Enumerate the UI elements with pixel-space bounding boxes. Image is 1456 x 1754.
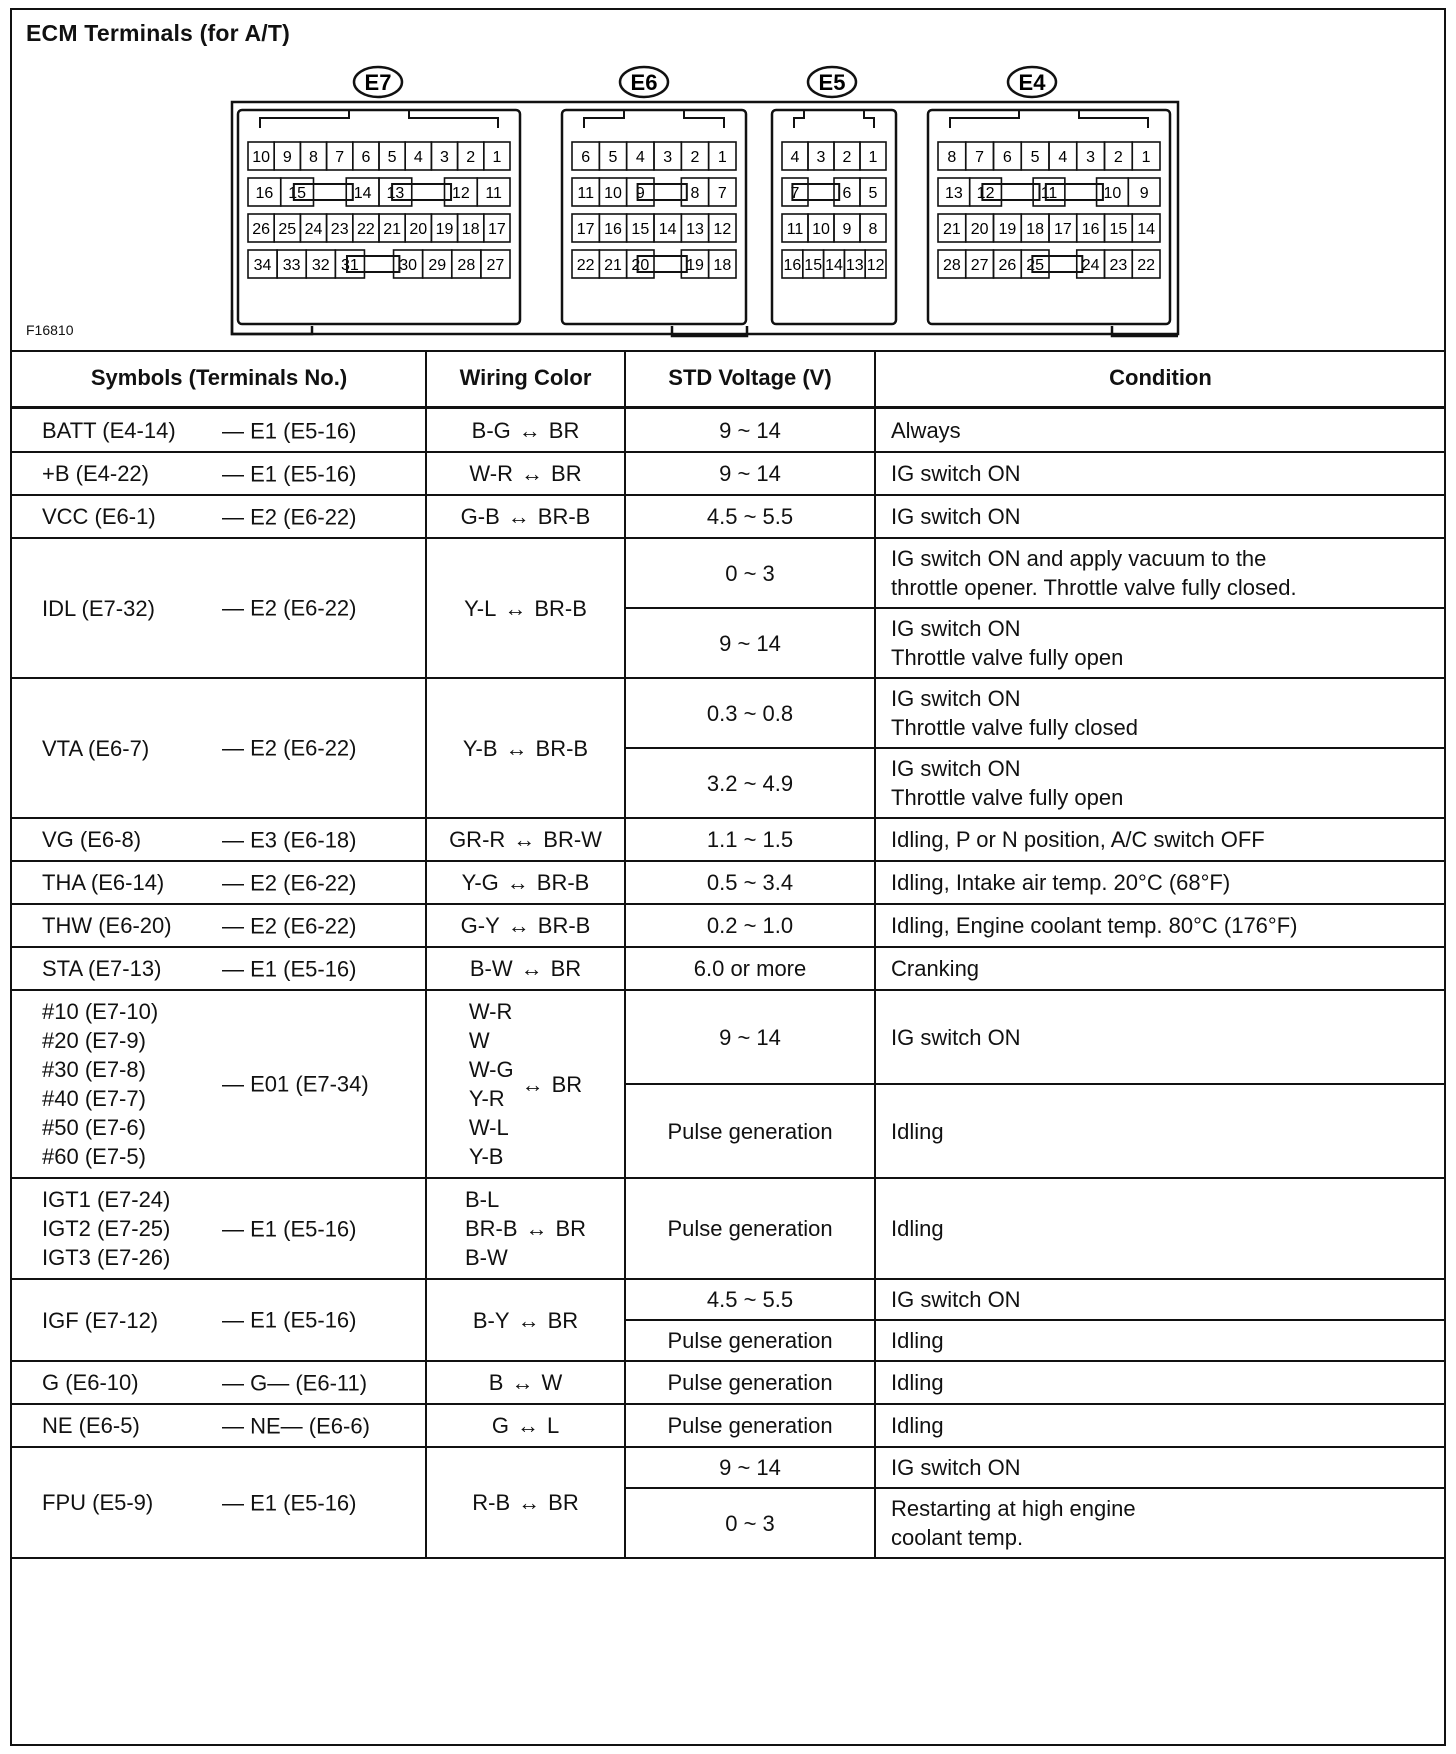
terminal-name: BATT (E4-14) (42, 418, 176, 443)
terminal-name: IGT3 (E7-26) (42, 1245, 171, 1270)
pin-number: 12 (713, 221, 732, 238)
pin-number: 13 (386, 185, 405, 202)
pin-number: 9 (1139, 185, 1149, 202)
pin-number: 18 (461, 221, 480, 238)
connector-key (950, 110, 1148, 128)
connector-e4-label: E4 (1018, 70, 1046, 95)
condition-text: IG switch ON Throttle valve fully closed (891, 686, 1138, 740)
pin-number: 13 (944, 185, 963, 202)
wire-color: B-W (464, 1245, 508, 1270)
ground-terminal: — E1 (E5-16) (222, 461, 357, 486)
ground-terminal: — E01 (E7-34) (222, 1071, 369, 1097)
pin-number: 15 (1109, 221, 1128, 238)
terminal-name: #60 (E7-5) (42, 1144, 146, 1169)
pin-number: 4 (413, 149, 423, 166)
bidirectional-arrow-icon: ↔ (507, 913, 530, 938)
pin-number: 13 (845, 257, 864, 274)
terminal-symbols (12, 409, 426, 452)
std-voltage: 0 ~ 3 (725, 560, 775, 586)
bidirectional-arrow-icon: ↔ (520, 956, 543, 981)
condition-text: IG switch ON (891, 1455, 1021, 1480)
std-voltage: 3.2 ~ 4.9 (706, 770, 794, 796)
wiring-color (426, 990, 625, 1178)
bidirectional-arrow-icon: ↔ (518, 418, 541, 443)
terminal-name: IGF (E7-12) (42, 1307, 159, 1333)
bidirectional-arrow-icon: ↔ (516, 1413, 539, 1438)
connector-e5-label: E5 (818, 70, 846, 95)
pin-number: 1 (1141, 149, 1151, 166)
bidirectional-arrow-icon: ↔ (507, 504, 530, 529)
wire-color: B-G (471, 418, 511, 443)
wiring-color (426, 1447, 625, 1558)
std-voltage: Pulse generation (667, 1328, 833, 1353)
pin-number: 6 (1002, 149, 1012, 166)
std-voltage: 0.2 ~ 1.0 (706, 913, 794, 938)
pin-number: 16 (604, 221, 622, 238)
pin-number: 4 (635, 149, 645, 166)
terminal-symbols (12, 1279, 426, 1361)
ground-wire-color: BR-B (536, 870, 590, 895)
pin-number: 26 (998, 257, 1017, 274)
terminal-name: THW (E6-20) (42, 913, 172, 938)
ground-wire-color: BR-B (537, 913, 591, 938)
std-voltage: Pulse generation (667, 1370, 833, 1395)
column-header: Wiring Color (459, 365, 592, 390)
wire-color: B (488, 1370, 504, 1395)
pin-number: 5 (1030, 149, 1040, 166)
wire-color: W-R (469, 461, 514, 486)
pin-number: 29 (428, 257, 447, 274)
condition-text: Idling, Engine coolant temp. 80°C (176°F) (891, 913, 1298, 938)
pin-number: 25 (1026, 257, 1045, 274)
std-voltage: 1.1 ~ 1.5 (706, 827, 794, 852)
wire-color: G-B (460, 504, 500, 529)
pin-number: 17 (576, 221, 595, 238)
connector-housing (232, 102, 1178, 334)
wiring-color (426, 1361, 625, 1404)
condition-text: Cranking (891, 956, 980, 981)
ground-wire-color: BR (551, 1071, 583, 1097)
pin-number: 33 (282, 257, 301, 274)
wire-color: Y-G (461, 870, 499, 895)
pin-number: 24 (304, 221, 323, 238)
std-voltage: 4.5 ~ 5.5 (706, 504, 794, 529)
ground-terminal: — E2 (E6-22) (222, 870, 357, 895)
ground-terminal: — E2 (E6-22) (222, 913, 357, 938)
wire-color: B-L (464, 1187, 500, 1212)
pin-number: 5 (387, 149, 397, 166)
terminal-symbols (12, 678, 426, 818)
wiring-color (426, 1178, 625, 1279)
ground-terminal: — NE— (E6-6) (222, 1413, 370, 1438)
column-header: STD Voltage (V) (668, 365, 832, 390)
wiring-color (426, 409, 625, 452)
pin-number: 34 (253, 257, 272, 274)
ground-wire-color: BR (548, 418, 580, 443)
pin-number: 11 (786, 221, 804, 238)
bidirectional-arrow-icon: ↔ (521, 1071, 544, 1097)
condition-text: Idling (891, 1118, 944, 1144)
std-voltage: Pulse generation (667, 1413, 833, 1438)
pin-number: 15 (288, 185, 307, 202)
terminal-name: NE (E6-5) (42, 1413, 140, 1438)
wire-color: B-Y (472, 1307, 510, 1333)
pin-number: 5 (868, 185, 878, 202)
connector-key (794, 110, 874, 128)
pin-number: 21 (383, 221, 401, 238)
wire-color: BR-B (464, 1216, 518, 1241)
pin-number: 11 (577, 185, 594, 202)
ground-wire-color: BR-B (537, 504, 591, 529)
pin-number: 10 (1103, 185, 1122, 202)
ground-terminal: — E1 (E5-16) (222, 1216, 357, 1241)
std-voltage: 4.5 ~ 5.5 (706, 1287, 794, 1312)
terminal-name: #40 (E7-7) (42, 1086, 146, 1111)
pin-number: 21 (942, 221, 961, 238)
pin-number: 2 (842, 149, 852, 166)
pin-number: 19 (435, 221, 454, 238)
bidirectional-arrow-icon: ↔ (504, 595, 527, 621)
pin-number: 16 (1081, 221, 1100, 238)
pin-number: 10 (812, 221, 830, 238)
pin-number: 20 (631, 257, 650, 274)
ground-wire-color: BR-B (535, 735, 589, 761)
pin-number: 2 (466, 149, 476, 166)
pin-number: 2 (1113, 149, 1123, 166)
ground-wire-color: BR (550, 956, 582, 981)
wire-color: G (491, 1413, 509, 1438)
bidirectional-arrow-icon: ↔ (506, 870, 529, 895)
figure-id: F16810 (26, 322, 74, 338)
ground-terminal: — E1 (E5-16) (222, 956, 357, 981)
connector-e6-label: E6 (630, 70, 658, 95)
condition-text: Restarting at high engine coolant temp. (891, 1496, 1136, 1550)
terminal-name: IDL (E7-32) (42, 595, 155, 621)
connector-blank-slot (635, 184, 687, 202)
ground-terminal: — E3 (E6-18) (222, 827, 357, 852)
terminal-name: VTA (E6-7) (42, 735, 150, 761)
connector-e7-label: E7 (364, 70, 392, 95)
pin-number: 16 (783, 257, 802, 274)
ground-wire-color: BR (548, 1490, 579, 1515)
pin-number: 23 (1109, 257, 1128, 274)
ground-terminal: — E1 (E5-16) (222, 1307, 357, 1333)
pin-number: 23 (330, 221, 349, 238)
pin-number: 18 (713, 257, 732, 274)
connector-diagram (12, 10, 1448, 350)
condition-text: IG switch ON Throttle valve fully open (891, 756, 1124, 810)
pin-number: 1 (492, 149, 502, 166)
pin-number: 24 (1081, 257, 1100, 274)
table-rule (874, 350, 876, 1558)
pin-number: 32 (311, 257, 330, 274)
pin-number: 3 (440, 149, 449, 166)
wire-color: Y-B (468, 1144, 504, 1169)
pin-number: 26 (252, 221, 270, 238)
ground-terminal: — E2 (E6-22) (222, 595, 357, 621)
wiring-color (426, 1279, 625, 1361)
pin-number: 6 (581, 149, 591, 166)
terminal-name: +B (E4-22) (42, 461, 149, 486)
table-rule (12, 1557, 1446, 1559)
terminal-name: VCC (E6-1) (42, 504, 156, 529)
std-voltage: 9 ~ 14 (719, 461, 781, 486)
std-voltage: 9 ~ 14 (719, 418, 781, 443)
column-header: Condition (1109, 365, 1212, 390)
ground-wire-color: W (541, 1370, 563, 1395)
wire-color: Y-B (462, 735, 498, 761)
pin-number: 22 (576, 257, 595, 274)
pin-number: 8 (309, 149, 318, 166)
pin-number: 20 (970, 221, 989, 238)
table-rule (624, 350, 626, 1558)
pin-number: 2 (690, 149, 700, 166)
wire-color: Y-R (468, 1086, 505, 1111)
terminal-symbols (12, 452, 426, 495)
pin-number: 12 (866, 257, 885, 274)
pin-number: 7 (335, 149, 345, 166)
pin-number: 22 (357, 221, 375, 238)
terminal-symbols (12, 990, 426, 1178)
page-title: ECM Terminals (for A/T) (26, 20, 291, 46)
pin-number: 27 (970, 257, 989, 274)
connector-key (584, 110, 724, 128)
condition-text: IG switch ON Throttle valve fully open (891, 616, 1124, 670)
pin-number: 1 (717, 149, 727, 166)
pin-number: 4 (790, 149, 800, 166)
condition-text: Idling (891, 1413, 944, 1438)
bidirectional-arrow-icon: ↔ (517, 1307, 540, 1333)
terminal-symbols (12, 818, 426, 861)
pin-number: 13 (686, 221, 704, 238)
terminal-name: FPU (E5-9) (42, 1490, 154, 1515)
ground-terminal: — E2 (E6-22) (222, 735, 357, 761)
ground-wire-color: BR (555, 1216, 587, 1241)
ground-terminal: — G— (E6-11) (222, 1370, 368, 1395)
std-voltage: 6.0 or more (693, 956, 807, 981)
pin-number: 6 (842, 185, 852, 202)
wiring-color (426, 818, 625, 861)
pin-number: 28 (457, 257, 476, 274)
std-voltage: Pulse generation (667, 1118, 833, 1144)
pin-number: 27 (486, 257, 505, 274)
wire-color: W-L (468, 1115, 509, 1140)
bidirectional-arrow-icon: ↔ (513, 827, 536, 852)
pin-number: 20 (409, 221, 428, 238)
pin-number: 30 (399, 257, 418, 274)
wire-color: Y-L (464, 595, 497, 621)
wire-color: W-R (468, 999, 513, 1024)
std-voltage: 9 ~ 14 (719, 1455, 781, 1480)
bidirectional-arrow-icon: ↔ (505, 735, 528, 761)
pin-number: 14 (825, 257, 843, 274)
pin-number: 21 (604, 257, 622, 274)
condition-text: IG switch ON (891, 461, 1021, 486)
pin-number: 9 (842, 221, 852, 238)
wiring-color (426, 904, 625, 947)
wiring-color (426, 678, 625, 818)
terminal-symbols (12, 861, 426, 904)
pin-number: 8 (868, 221, 878, 238)
pin-number: 3 (663, 149, 673, 166)
ground-wire-color: BR (551, 461, 582, 486)
ground-wire-color: BR (547, 1307, 579, 1333)
wiring-color (426, 947, 625, 990)
pin-number: 12 (976, 185, 995, 202)
terminal-symbols (12, 1178, 426, 1279)
wire-color: GR-R (449, 827, 506, 852)
pin-number: 10 (252, 149, 270, 166)
condition-text: IG switch ON (891, 504, 1021, 529)
std-voltage: 0 ~ 3 (725, 1510, 775, 1536)
bidirectional-arrow-icon: ↔ (521, 461, 544, 486)
terminal-name: STA (E7-13) (42, 956, 162, 981)
condition-text: Idling, P or N position, A/C switch OFF (891, 827, 1265, 852)
pin-number: 17 (488, 221, 506, 238)
ecm-terminal-sheet (10, 8, 1446, 1746)
table-rule (425, 350, 427, 1558)
pin-number: 22 (1137, 257, 1156, 274)
terminal-name: #10 (E7-10) (42, 999, 159, 1024)
pin-number: 16 (255, 185, 274, 202)
pin-number: 10 (604, 185, 622, 202)
terminal-name: IGT2 (E7-25) (42, 1216, 171, 1241)
connector-key (260, 110, 498, 128)
pin-number: 14 (1137, 221, 1156, 238)
pin-number: 9 (635, 185, 645, 202)
terminal-name: #50 (E7-6) (42, 1115, 146, 1140)
ground-wire-color: BR-W (543, 827, 602, 852)
std-voltage: 9 ~ 14 (719, 630, 781, 656)
condition-text: Idling (891, 1328, 944, 1353)
pin-number: 31 (340, 257, 359, 274)
pin-number: 18 (1026, 221, 1045, 238)
wiring-color (426, 452, 625, 495)
wiring-color (426, 1404, 625, 1447)
pin-number: 15 (804, 257, 823, 274)
condition-text: Idling (891, 1216, 944, 1241)
wire-color: W (468, 1028, 490, 1053)
terminal-symbols (12, 1361, 426, 1404)
condition-text: Idling, Intake air temp. 20°C (68°F) (891, 870, 1231, 895)
terminal-name: VG (E6-8) (42, 827, 142, 852)
pin-number: 5 (608, 149, 618, 166)
wire-color: W-G (468, 1057, 514, 1082)
pin-number: 14 (353, 185, 372, 202)
std-voltage: 0.5 ~ 3.4 (706, 870, 794, 895)
bidirectional-arrow-icon: ↔ (511, 1370, 534, 1395)
ground-terminal: — E1 (E5-16) (222, 418, 357, 443)
wiring-color (426, 538, 625, 678)
terminal-symbols (12, 1447, 426, 1558)
bidirectional-arrow-icon: ↔ (518, 1490, 541, 1515)
pin-number: 28 (942, 257, 961, 274)
terminal-name: G (E6-10) (42, 1370, 139, 1395)
condition-text: Idling (891, 1370, 944, 1395)
terminal-symbols (12, 538, 426, 678)
pin-number: 15 (631, 221, 650, 238)
ground-wire-color: L (546, 1413, 560, 1438)
condition-text: Always (891, 418, 961, 443)
pin-number: 3 (816, 149, 826, 166)
column-header: Symbols (Terminals No.) (90, 365, 348, 390)
pin-number: 19 (998, 221, 1017, 238)
terminal-name: #20 (E7-9) (42, 1028, 146, 1053)
pin-number: 6 (361, 149, 371, 166)
terminal-symbols (12, 947, 426, 990)
condition-text: IG switch ON (891, 1287, 1021, 1312)
pin-number: 25 (278, 221, 297, 238)
pin-number: 19 (686, 257, 704, 274)
std-voltage: 0.3 ~ 0.8 (706, 700, 794, 726)
wire-color: B-W (469, 956, 513, 981)
pin-number: 4 (1058, 149, 1068, 166)
terminal-name: THA (E6-14) (42, 870, 165, 895)
connector-diagram-header (12, 10, 1444, 352)
wiring-color (426, 495, 625, 538)
ground-wire-color: BR-B (534, 595, 587, 621)
terminal-symbols (12, 904, 426, 947)
pin-number: 11 (485, 185, 502, 202)
pin-number: 9 (282, 149, 292, 166)
pin-number: 3 (1086, 149, 1096, 166)
wire-color: R-B (472, 1490, 511, 1515)
std-voltage: 9 ~ 14 (719, 1024, 781, 1050)
terminal-name: #30 (E7-8) (42, 1057, 146, 1082)
pin-number: 7 (975, 149, 985, 166)
pin-number: 7 (790, 185, 800, 202)
ground-terminal: — E2 (E6-22) (222, 504, 357, 529)
pin-number: 11 (1040, 185, 1058, 202)
std-voltage: Pulse generation (667, 1216, 833, 1241)
wire-color: G-Y (460, 913, 500, 938)
pin-number: 8 (690, 185, 700, 202)
pin-number: 1 (868, 149, 878, 166)
terminal-name: IGT1 (E7-24) (42, 1187, 171, 1212)
bidirectional-arrow-icon: ↔ (525, 1216, 548, 1241)
pin-number: 17 (1053, 221, 1072, 238)
terminal-symbols (12, 1404, 426, 1447)
ground-terminal: — E1 (E5-16) (222, 1490, 357, 1515)
pin-number: 8 (947, 149, 957, 166)
wiring-color (426, 861, 625, 904)
condition-text: IG switch ON and apply vacuum to the throttle opener. Throttle valve fully closed. (891, 546, 1297, 600)
pin-number: 14 (658, 221, 677, 238)
condition-text: IG switch ON (891, 1024, 1021, 1050)
terminal-symbols (12, 495, 426, 538)
pin-number: 7 (717, 185, 727, 202)
pin-number: 12 (451, 185, 470, 202)
